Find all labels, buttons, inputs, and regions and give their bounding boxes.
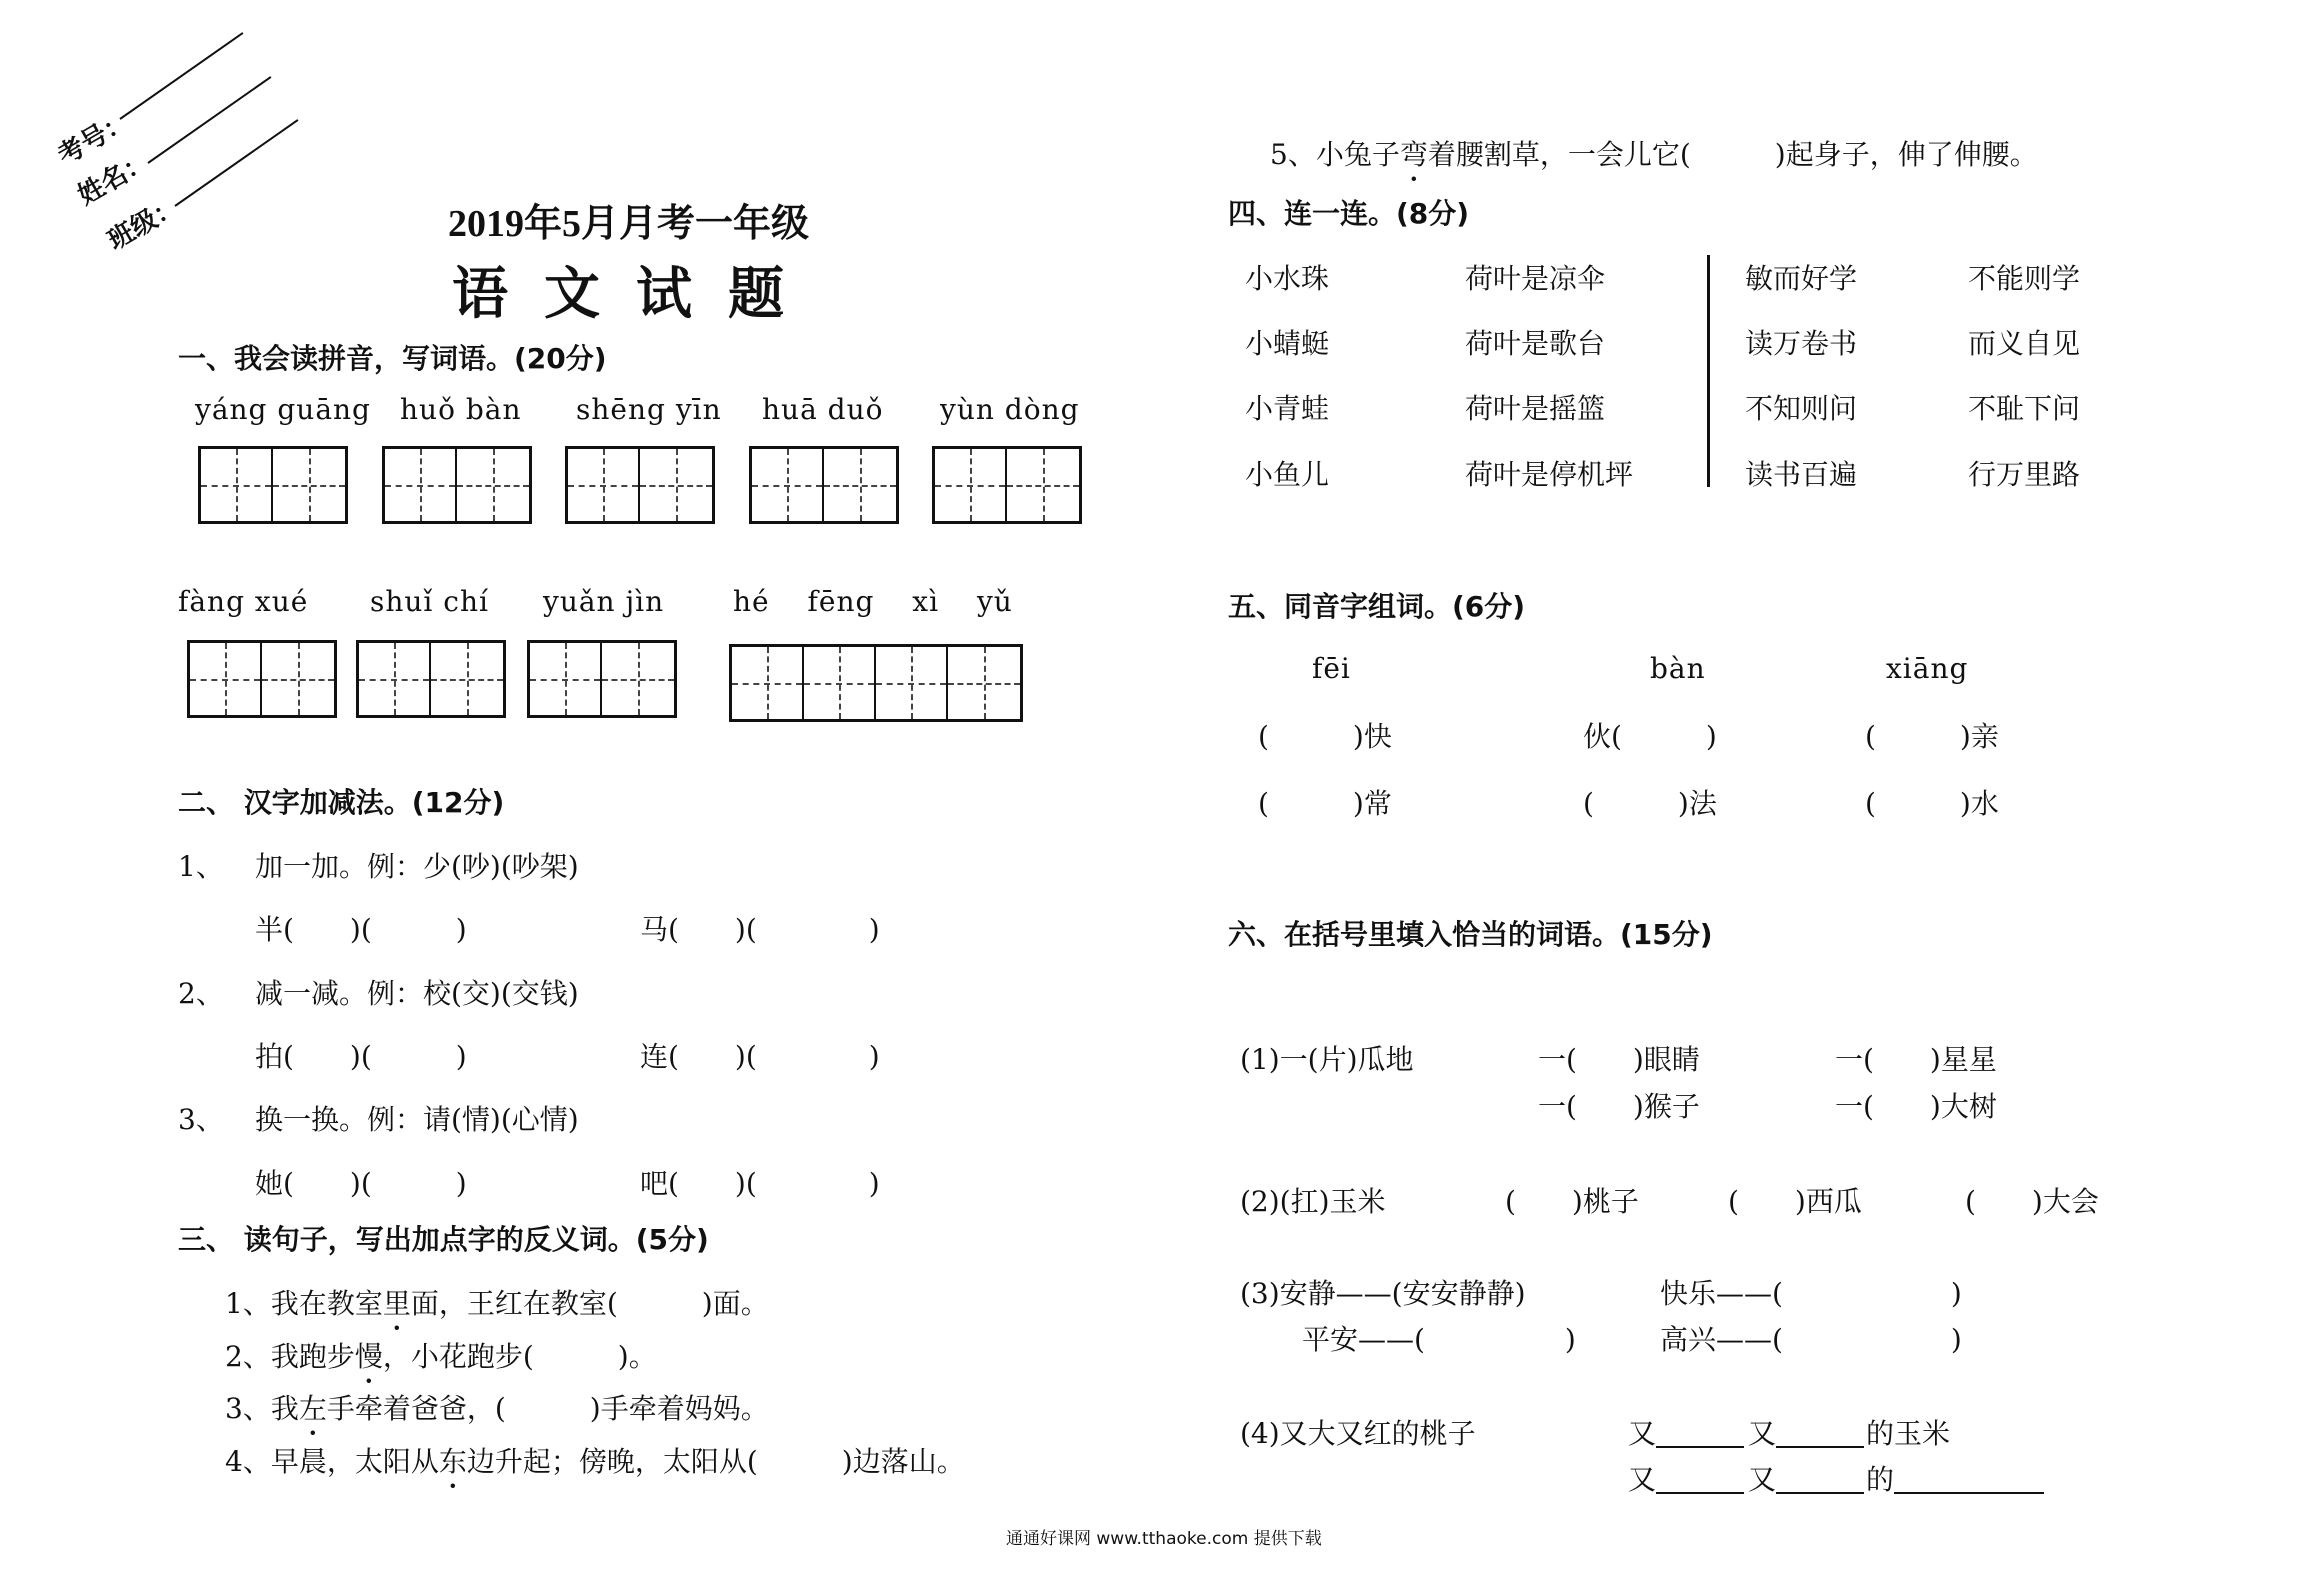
match-c-4[interactable]: 读书百遍	[1745, 458, 1858, 491]
verb-blank-3[interactable]: ( )大会	[1965, 1185, 2099, 1218]
homophone-2b[interactable]: ( )法	[1583, 787, 1717, 820]
pinyin-2: huǒ bàn	[400, 393, 522, 426]
aabb-example: (3)安静——(安安静静)	[1240, 1277, 1526, 1310]
writing-grid-1[interactable]	[198, 446, 348, 524]
aabb-blank-1[interactable]: 快乐——( )	[1660, 1277, 1962, 1310]
homophone-1a[interactable]: ( )快	[1258, 720, 1392, 753]
dotted-char-1: 里	[382, 1287, 411, 1320]
name-label: 姓名：	[73, 146, 156, 212]
measure-blank-3[interactable]: 一( )猴子	[1538, 1090, 1700, 1123]
match-a-2[interactable]: 小蜻蜓	[1245, 327, 1330, 360]
pinyin-9: hé fēng xì yǔ	[733, 585, 1013, 618]
sentence-5: 5、小兔子弯着腰割草，一会儿它( )起身子，伸了伸腰。	[1270, 138, 2038, 171]
dotted-char-3: 左	[298, 1392, 327, 1425]
homophone-pinyin-1: fēi	[1312, 652, 1351, 685]
sentence-4: 4、早晨，太阳从东边升起；傍晚，太阳从( )边落山。	[225, 1445, 965, 1478]
exam-number-label: 考号：	[53, 106, 136, 172]
homophone-3a[interactable]: ( )亲	[1865, 720, 1999, 753]
q2-2-number: 2、	[178, 977, 224, 1010]
writing-grid-4[interactable]	[749, 446, 899, 524]
section6-heading: 六、在括号里填入恰当的词语。(15分)	[1228, 918, 1713, 951]
verb-blank-2[interactable]: ( )西瓜	[1728, 1185, 1862, 1218]
writing-grid-6[interactable]	[187, 640, 337, 718]
measure-blank-4[interactable]: 一( )大树	[1835, 1090, 1997, 1123]
you-1: 又	[1628, 1417, 1657, 1450]
q2-2-answer-a[interactable]: 拍( )( )	[255, 1040, 467, 1073]
match-b-4[interactable]: 荷叶是停机坪	[1465, 458, 1634, 491]
aabb-blank-3[interactable]: 高兴——( )	[1660, 1323, 1962, 1356]
dotted-char-4: 东	[438, 1445, 467, 1478]
sentence-1: 1、我在教室里面，王红在教室( )面。	[225, 1287, 769, 1320]
match-c-2[interactable]: 读万卷书	[1745, 327, 1858, 360]
pinyin-8: yuǎn jìn	[543, 585, 665, 618]
match-b-2[interactable]: 荷叶是歌台	[1465, 327, 1606, 360]
footer-credit: 通通好课网 www.tthaoke.com 提供下载	[1006, 1529, 1322, 1549]
writing-grid-7[interactable]	[356, 640, 506, 718]
q2-3-answer-b[interactable]: 吧( )( )	[640, 1167, 880, 1200]
match-c-3[interactable]: 不知则问	[1745, 392, 1858, 425]
you-3: 又	[1628, 1463, 1657, 1496]
you-2: 又	[1748, 1417, 1777, 1450]
homophone-3b[interactable]: ( )水	[1865, 787, 1999, 820]
q2-3-answer-a[interactable]: 她( )( )	[255, 1167, 467, 1200]
section2-heading: 二、 汉字加减法。(12分)	[178, 786, 505, 819]
writing-grid-8[interactable]	[527, 640, 677, 718]
measure-blank-1[interactable]: 一( )眼睛	[1538, 1043, 1700, 1076]
q2-2-answer-b[interactable]: 连( )( )	[640, 1040, 880, 1073]
match-a-4[interactable]: 小鱼儿	[1245, 458, 1330, 491]
blank-line-4[interactable]	[1776, 1492, 1864, 1494]
aabb-blank-2[interactable]: 平安——( )	[1302, 1323, 1576, 1356]
q2-1-answer-a[interactable]: 半( )( )	[255, 913, 467, 946]
homophone-pinyin-2: bàn	[1650, 652, 1706, 685]
pinyin-3: shēng yīn	[576, 393, 722, 426]
match-a-3[interactable]: 小青蛙	[1245, 392, 1330, 425]
verb-example: (2)(扛)玉米	[1240, 1185, 1386, 1218]
q2-3-number: 3、	[178, 1103, 224, 1136]
q2-2-prompt: 减一减。例：校(交)(交钱)	[255, 977, 579, 1010]
pinyin-4: huā duǒ	[762, 393, 884, 426]
match-d-3[interactable]: 不耻下问	[1968, 392, 2081, 425]
writing-grid-9[interactable]	[729, 644, 1023, 722]
class-label: 班级：	[103, 191, 186, 257]
match-b-1[interactable]: 荷叶是凉伞	[1465, 262, 1606, 295]
pinyin-7: shuǐ chí	[370, 585, 489, 618]
blank-line-5[interactable]	[1894, 1492, 2044, 1494]
q2-1-answer-b[interactable]: 马( )( )	[640, 913, 880, 946]
q2-1-prompt: 加一加。例：少(吵)(吵架)	[255, 850, 579, 883]
homophone-2a[interactable]: 伙( )	[1583, 720, 1717, 753]
match-d-2[interactable]: 而义自见	[1968, 327, 2081, 360]
writing-grid-3[interactable]	[565, 446, 715, 524]
match-b-3[interactable]: 荷叶是摇篮	[1465, 392, 1606, 425]
verb-blank-1[interactable]: ( )桃子	[1505, 1185, 1639, 1218]
match-d-4[interactable]: 行万里路	[1968, 458, 2081, 491]
exam-subject-title: 语文试题	[452, 261, 820, 327]
section5-heading: 五、同音字组词。(6分)	[1228, 590, 1526, 623]
match-a-1[interactable]: 小水珠	[1245, 262, 1330, 295]
section4-heading: 四、连一连。(8分)	[1228, 197, 1470, 230]
match-d-1[interactable]: 不能则学	[1968, 262, 2081, 295]
de-2: 的	[1866, 1463, 1895, 1496]
blank-line-3[interactable]	[1656, 1492, 1744, 1494]
q2-3-prompt: 换一换。例：请(情)(心情)	[255, 1103, 579, 1136]
homophone-pinyin-3: xiāng	[1886, 652, 1969, 685]
dotted-char-2: 慢	[354, 1340, 383, 1373]
writing-grid-2[interactable]	[382, 446, 532, 524]
section3-heading: 三、 读句子，写出加点字的反义词。(5分)	[178, 1223, 709, 1256]
blank-line-2[interactable]	[1776, 1446, 1864, 1448]
q2-1-number: 1、	[178, 850, 224, 883]
sentence-3: 3、我左手牵着爸爸，( )手牵着妈妈。	[225, 1392, 769, 1425]
de-1: 的	[1866, 1417, 1895, 1450]
match-divider	[1707, 255, 1710, 487]
dotted-char-5: 弯	[1399, 138, 1428, 171]
match-c-1[interactable]: 敏而好学	[1745, 262, 1858, 295]
measure-blank-2[interactable]: 一( )星星	[1835, 1043, 1997, 1076]
sentence-2: 2、我跑步慢，小花跑步( )。	[225, 1340, 657, 1373]
phrase-example: (4)又大又红的桃子	[1240, 1417, 1476, 1450]
you-4: 又	[1748, 1463, 1777, 1496]
pinyin-5: yùn dòng	[940, 393, 1080, 426]
pinyin-1: yáng guāng	[195, 393, 371, 426]
pinyin-6: fàng xué	[178, 585, 309, 618]
blank-line-1[interactable]	[1656, 1446, 1744, 1448]
writing-grid-5[interactable]	[932, 446, 1082, 524]
section1-heading: 一、我会读拼音，写词语。(20分)	[178, 342, 607, 375]
exam-title: 2019年5月月考一年级	[448, 203, 810, 245]
corn-label: 玉米	[1894, 1417, 1951, 1450]
homophone-1b[interactable]: ( )常	[1258, 787, 1392, 820]
measure-example: (1)一(片)瓜地	[1240, 1043, 1414, 1076]
